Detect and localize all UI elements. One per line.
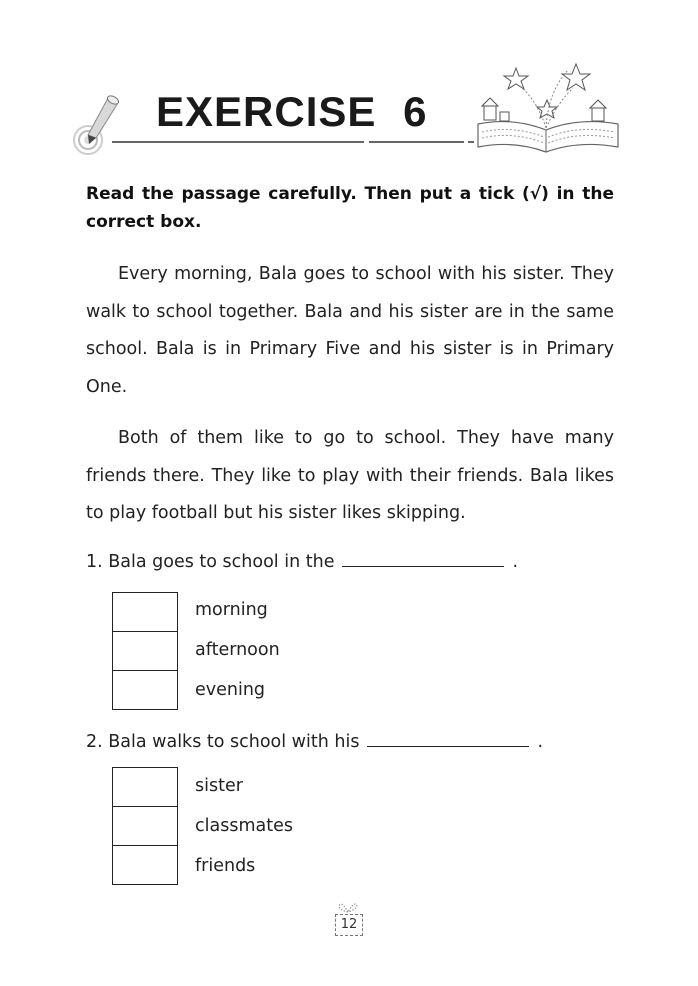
passage-paragraph-1-text: Every morning, Bala goes to school with his sister. They walk to school together. Bala and his sister are in the same school. Bala is in Primary Five and his sister is in Primary One. (86, 264, 614, 397)
passage-paragraph-1 (86, 256, 614, 406)
passage-paragraph-2-text: Both of them like to go to school. They have many friends there. They like to play with their friends. Bala likes to play football but his sister likes skipping. (86, 428, 614, 523)
question-2 (86, 732, 543, 752)
exercise-header (0, 0, 698, 175)
option-label: classmates (195, 816, 293, 836)
checkbox-classmates[interactable] (112, 806, 178, 845)
exercise-title: EXERCISE 6 (156, 88, 428, 135)
checkbox-friends[interactable] (112, 845, 178, 885)
checkbox-evening[interactable] (112, 670, 178, 710)
title-underline (112, 141, 364, 143)
option-label: friends (195, 856, 256, 876)
question-2-end: . (537, 732, 544, 752)
question-2-checkboxes (112, 767, 178, 885)
question-1 (86, 552, 518, 572)
title-underline-segment (369, 141, 464, 143)
gift-bow-icon (337, 898, 359, 914)
question-1-number: 1. (86, 552, 103, 572)
question-2-number: 2. (86, 732, 103, 752)
question-2-blank[interactable] (367, 736, 529, 747)
pencil-icon (70, 90, 130, 160)
checkbox-sister[interactable] (112, 767, 178, 806)
option-label: afternoon (195, 640, 280, 660)
page-number: 12 (335, 914, 363, 936)
question-1-end: . (512, 552, 519, 572)
question-1-blank[interactable] (342, 556, 504, 567)
question-2-text: Bala walks to school with his (108, 732, 360, 752)
option-label: morning (195, 600, 268, 620)
passage-paragraph-2 (86, 420, 614, 533)
question-1-checkboxes (112, 592, 178, 710)
option-label: sister (195, 776, 243, 796)
title-underline-end (468, 141, 474, 143)
question-1-text: Bala goes to school in the (108, 552, 335, 572)
option-label: evening (195, 680, 266, 700)
instruction-text: Read the passage carefully. Then put a tick (√) in the correct box. (86, 184, 614, 232)
checkbox-afternoon[interactable] (112, 631, 178, 670)
open-book-stars-icon (468, 62, 628, 157)
checkbox-morning[interactable] (112, 592, 178, 631)
